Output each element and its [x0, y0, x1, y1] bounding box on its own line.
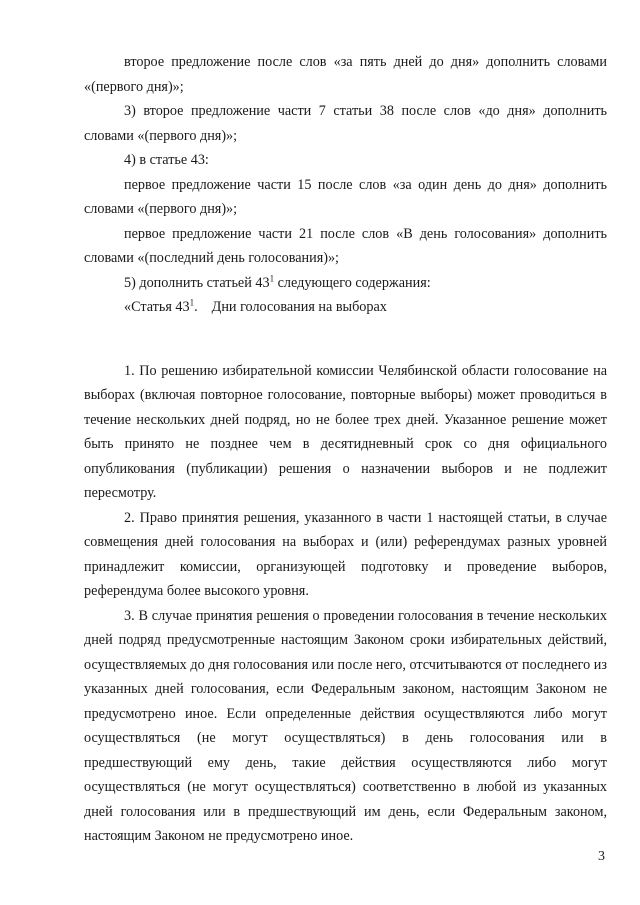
paragraph-item-3: 3) второе предложение части 7 статьи 38 после слов «до дня» дополнить словами «(первого дня)»; [84, 103, 607, 144]
item-5-text-before: 5) дополнить статьей 43 [124, 274, 270, 291]
article-part-1: 1. По решению избирательной комиссии Челябинской области голосование на выборах (включая повторное голосование, повторные выборы) может проводиться в течение нескольких дней подряд, но не более трех дней. Указанное решение может быть принято не позднее чем в десятидневный срок со дня официального опубликования (публикации) решения о назначении выборов и не подлежит пересмотру. [84, 362, 607, 501]
paragraph-part-15: первое предложение части 15 после слов «за один день до дня» дополнить словами «(первого дня)»; [84, 176, 607, 217]
paragraph-item-4: 4) в статье 43: [124, 152, 209, 168]
article-part-2: 2. Право принятия решения, указанного в части 1 настоящей статьи, в случае совмещения дней голосования на выборах и (или) референдумах разных уровней принадлежит комиссии, организующей подготовку и проведение выборов, референдума более высокого уровня. [84, 509, 607, 599]
article-heading-title: Дни голосования на выборах [211, 299, 387, 315]
article-heading-dot: . [194, 299, 198, 315]
article-heading [84, 295, 607, 320]
document-body [84, 50, 607, 849]
paragraph-second-sentence: второе предложение после слов «за пять дней до дня» дополнить словами «(первого дня)»; [84, 54, 607, 95]
paragraph-item-5 [84, 271, 607, 296]
article-part-3: 3. В случае принятия решения о проведении голосования в течение нескольких дней подряд предусмотренные настоящим Законом сроки избирательных действий, осуществляемых до дня голосования или после него, отсчитываются от последнего из указанных дней голосования, если Федеральным законом, настоящим Законом не предусмотрено иное. Если определенные действия осуществляются либо могут осуществляться (не могут осуществляться) в день голосования или в предшествующий ему день, такие действия осуществляются либо могут осуществляться (не могут осуществляться) соответственно в любой из указанных дней голосования или в предшествующий им день, если Федеральным законом, настоящим Законом не предусмотрено иное. [84, 607, 607, 844]
item-5-text-after: следующего содержания: [274, 274, 431, 291]
paragraph-part-21: первое предложение части 21 после слов «В день голосования» дополнить словами «(последний день голосования)»; [84, 225, 607, 266]
page-number: 3 [598, 849, 605, 864]
article-heading-prefix: «Статья 43 [124, 299, 190, 315]
article-heading-superscript: 1 [189, 297, 195, 308]
item-5-superscript: 1 [269, 272, 275, 283]
